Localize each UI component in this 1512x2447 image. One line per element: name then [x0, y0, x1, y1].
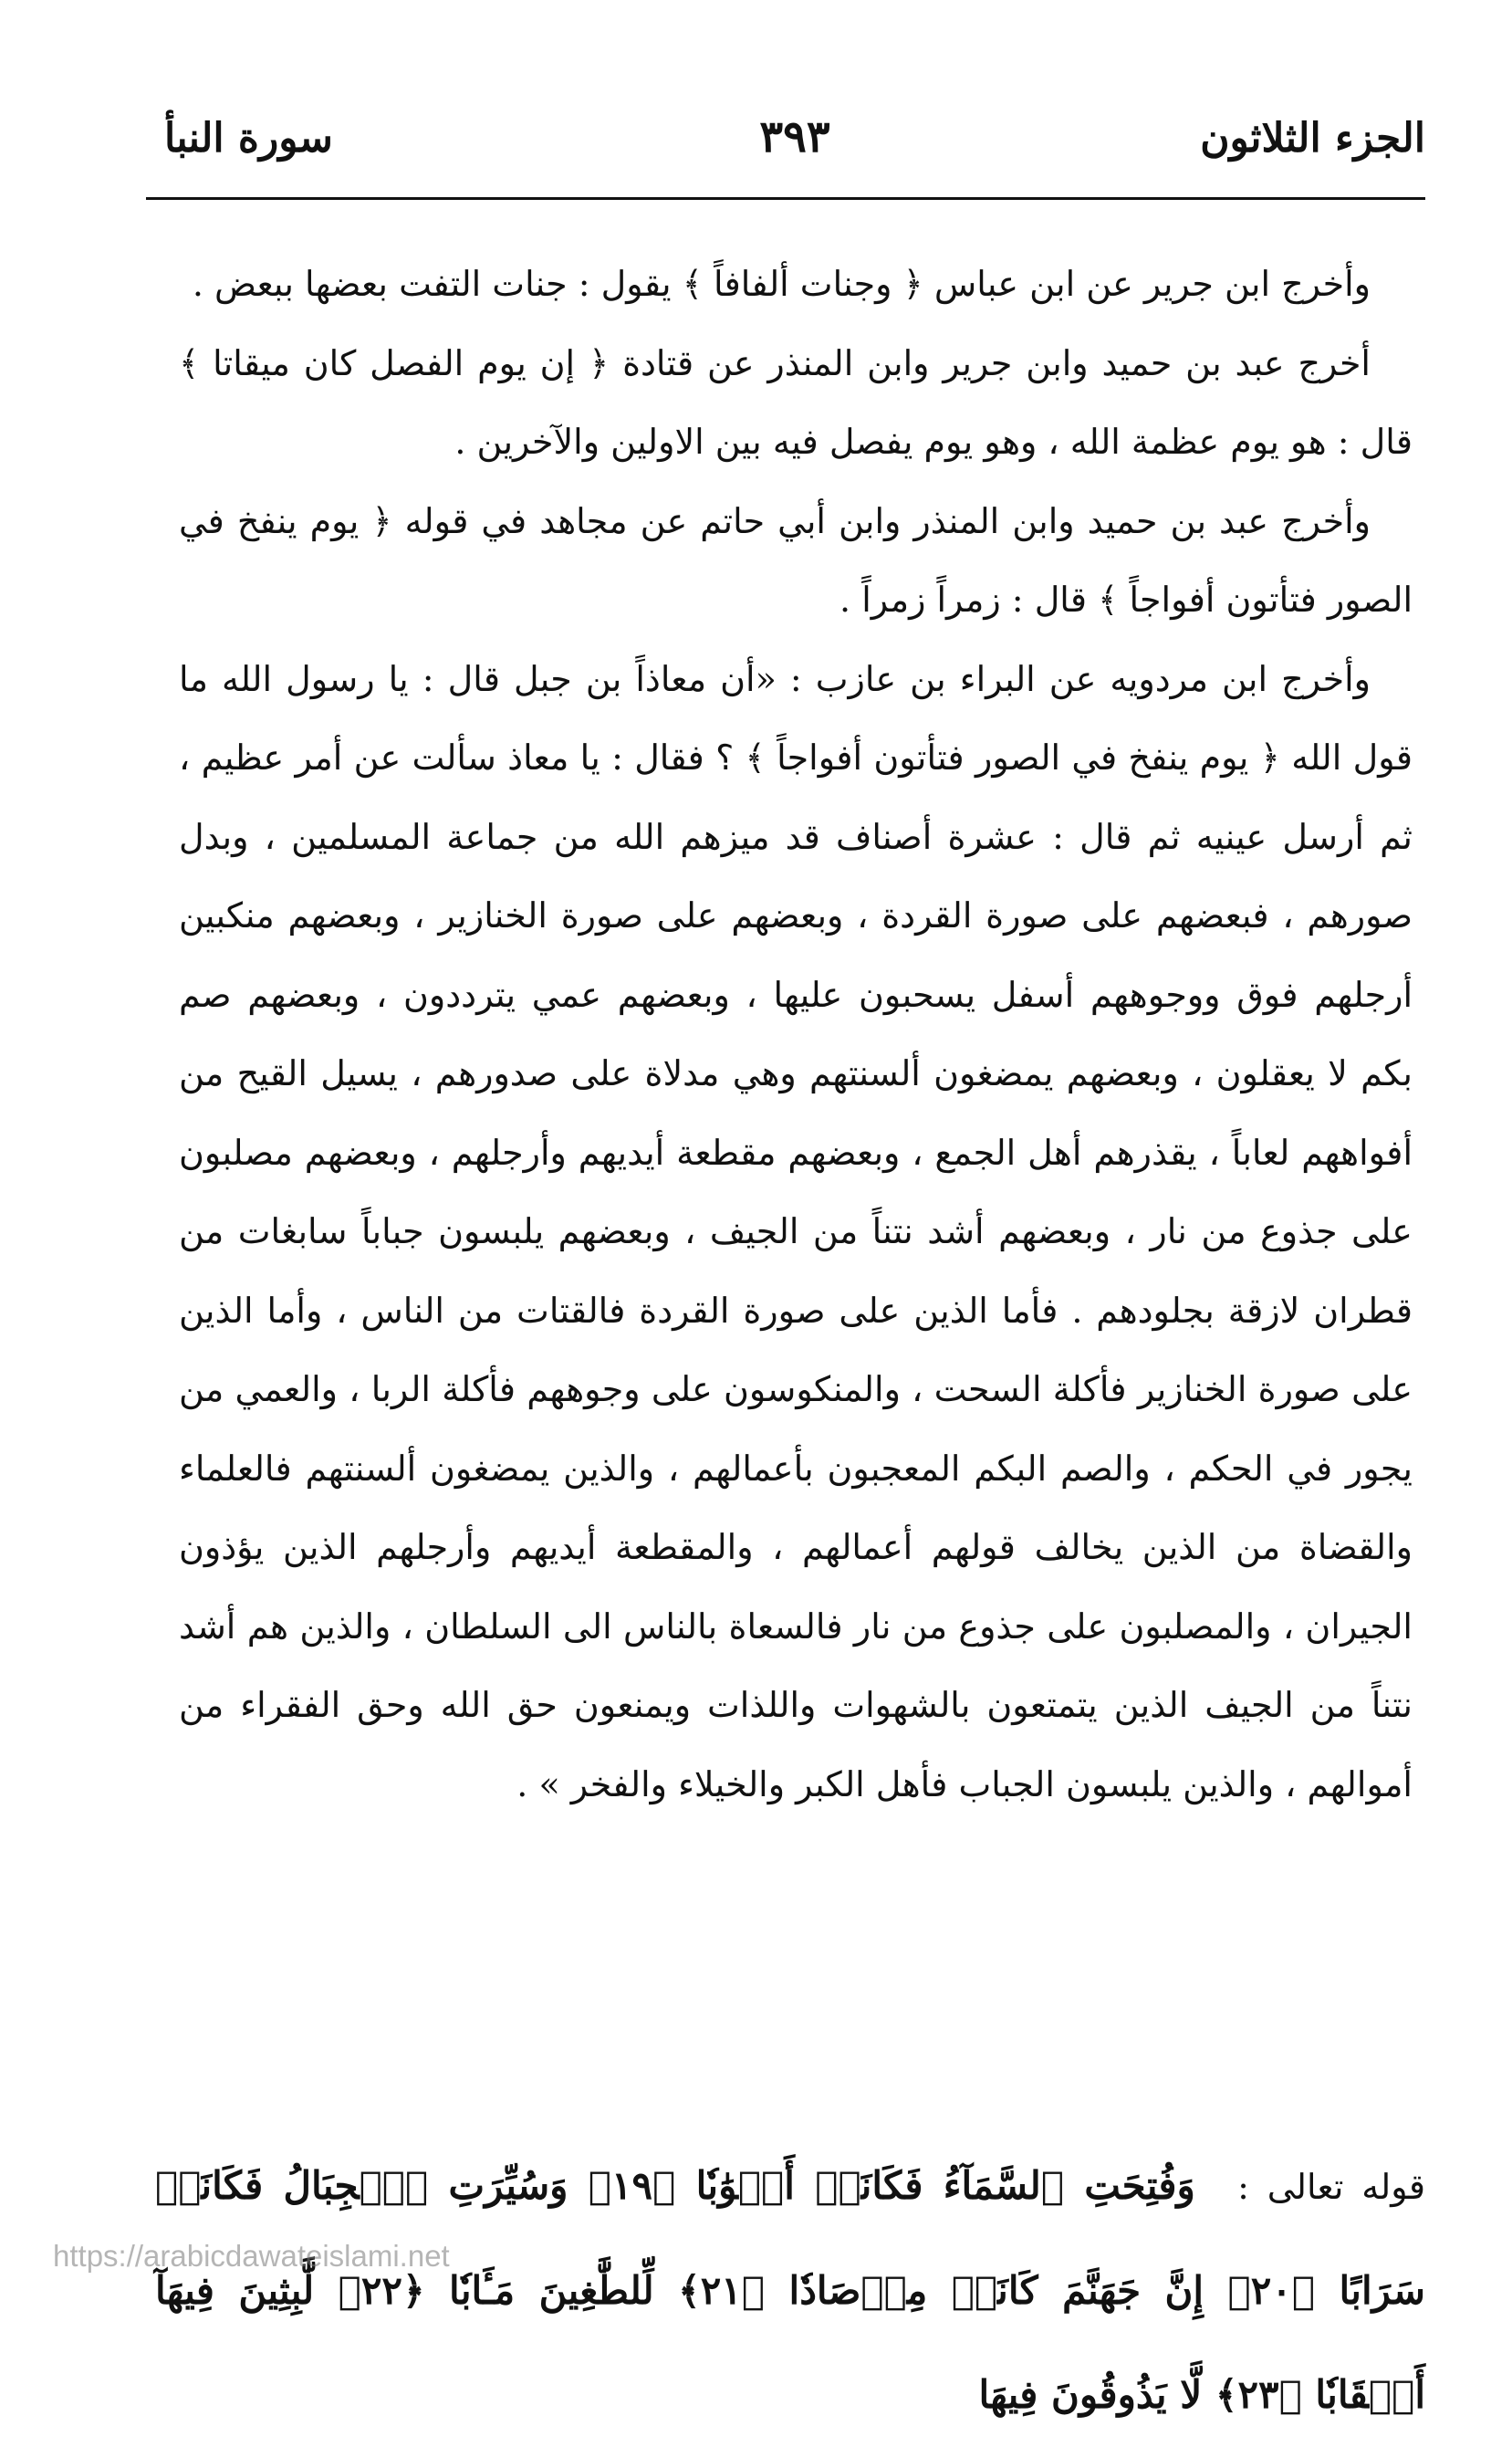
verse-text: وَفُتِحَتِ ٱلسَّمَآءُ فَكَانَتۡ أَبۡوَٰبٗا ﴿١٩﴾ وَسُيِّرَتِ ٱلۡجِبَالُ فَكَانَتۡ سَرَابًا ﴿٢٠﴾ إِنَّ جَهَنَّمَ كَانَتۡ مِرۡصَادٗا ﴿٢١﴾ لِّلطَّٰغِينَ مَـَٔابٗا ﴿٢٢﴾ لَّٰبِثِينَ فِيهَآ أَحۡقَابٗا ﴿٢٣﴾ لَّا يَذُوقُونَ فِيهَا	[155, 2163, 1426, 2417]
commentary-body	[179, 245, 1413, 1824]
juz-title: الجزء الثلاثون	[1200, 115, 1425, 162]
header-divider	[146, 197, 1425, 200]
paragraph: أخرج عبد بن حميد وابن جرير وابن المنذر عن قتادة ﴿ إن يوم الفصل كان ميقاتا ﴾ قال : هو يوم عظمة الله ، وهو يوم يفصل فيه بين الاولين والآخرين .	[179, 342, 1413, 462]
verse-intro: قوله تعالى :	[1237, 2167, 1425, 2207]
page-number: ٣٩٣	[759, 111, 830, 162]
surah-title: سورة النبأ	[164, 115, 333, 162]
watermark-url: https://arabicdawateislami.net	[53, 2239, 450, 2273]
paragraph: وأخرج ابن جرير عن ابن عباس ﴿ وجنات ألفافاً ﴾ يقول : جنات التفت بعضها ببعض .	[192, 264, 1371, 304]
paragraph: وأخرج عبد بن حميد وابن المنذر وابن أبي حاتم عن مجاهد في قوله ﴿ يوم ينفخ في الصور فتأتون أفواجاً ﴾ قال : زمراً زمراً .	[179, 500, 1413, 620]
quran-verses	[155, 2134, 1425, 2447]
page-header	[164, 108, 1425, 181]
paragraph: وأخرج ابن مردويه عن البراء بن عازب : «أن معاذاً بن جبل قال : يا رسول الله ما قول الله ﴿ يوم ينفخ في الصور فتأتون أفواجاً ﴾ ؟ فقال : يا معاذ سألت عن أمر عظيم ، ثم أرسل عينيه ثم قال : عشرة أصناف قد ميزهم الله من جماعة المسلمين ، وبدل صورهم ، فبعضهم على صورة القردة ، وبعضهم على صورة الخنازير ، وبعضهم منكبين أرجلهم فوق ووجوههم أسفل يسحبون عليها ، وبعضهم عمي يترددون ، وبعضهم صم بكم لا يعقلون ، وبعضهم يمضغون ألسنتهم وهي مدلاة على صدورهم ، يسيل القيح من أفواههم لعاباً ، يقذرهم أهل الجمع ، وبعضهم مقطعة أيديهم وأرجلهم ، وبعضهم مصلبون على جذوع من نار ، وبعضهم أشد نتناً من الجيف ، وبعضهم يلبسون جباباً سابغات من قطران لازقة بجلودهم . فأما الذين على صورة القردة فالقتات من الناس ، وأما الذين على صورة الخنازير فأكلة السحت ، والمنكوسون على وجوههم فأكلة الربا ، والعمي من يجور في الحكم ، والصم البكم المعجبون بأعمالهم ، والذين يمضغون ألسنتهم فالعلماء والقضاة من الذين يخالف قولهم أعمالهم ، والمقطعة أيديهم وأرجلهم الذين يؤذون الجيران ، والمصلبون على جذوع من نار فالسعاة بالناس الى السلطان ، والذين هم أشد نتناً من الجيف الذين يتمتعون بالشهوات واللذات ويمنعون حق الله وحق الفقراء من أموالهم ، والذين يلبسون الجباب فأهل الكبر والخيلاء والفخر » .	[179, 658, 1413, 1804]
